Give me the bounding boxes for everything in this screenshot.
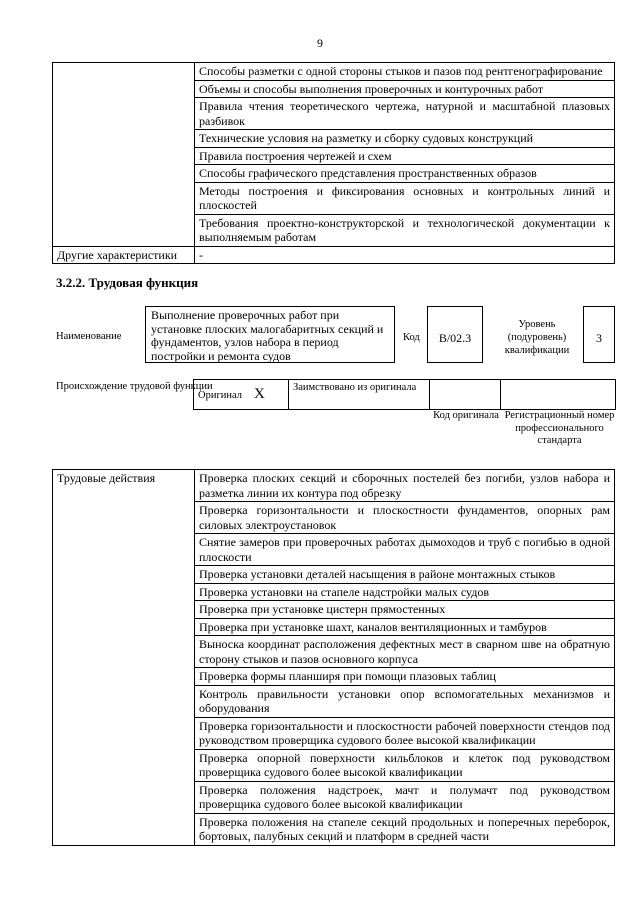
labor-actions-label: Трудовые действия	[53, 470, 195, 846]
knowledge-item: Способы разметки с одной стороны стыков и пазов под рентгенографирование	[195, 63, 615, 81]
table-row	[53, 470, 615, 502]
labor-action-item: Проверка положения надстроек, мачт и полумачт под руководством проверщика судового более высокой квалификации	[195, 781, 615, 813]
original-code-cell	[430, 380, 501, 410]
labor-action-item: Проверка при установке шахт, каналов вентиляционных и тамбуров	[195, 618, 615, 636]
knowledge-table	[52, 62, 615, 264]
original-cell	[194, 380, 289, 410]
knowledge-item: Методы построения и фиксирования основных и контрольных линий и плоскостей	[195, 182, 615, 214]
other-characteristics-value: -	[195, 246, 615, 264]
labor-action-item: Проверка опорной поверхности кильблоков и клеток под руководством проверщика судового более высокой квалификации	[195, 749, 615, 781]
labor-action-item: Проверка формы планширя при помощи плазовых таблиц	[195, 668, 615, 686]
labor-action-item: Проверка установки на стапеле надстройки малых судов	[195, 583, 615, 601]
knowledge-item: Технические условия на разметку и сборку судовых конструкций	[195, 130, 615, 148]
knowledge-item: Требования проектно-конструкторской и технологической документации к выполняемым работам	[195, 214, 615, 246]
labor-action-item: Проверка установки деталей насыщения в районе монтажных стыков	[195, 566, 615, 584]
labor-action-item: Выноска координат расположения дефектных мест в сварном шве на обратную сторону стыков и пазов основного корпуса	[195, 636, 615, 668]
origin-label: Происхождение трудовой функции	[56, 381, 213, 392]
page-number: 9	[317, 36, 323, 50]
labor-action-item: Контроль правильности установки опор вспомогательных механизмов и оборудования	[195, 685, 615, 717]
original-label: Оригинал	[198, 389, 242, 401]
qualification-level-label: Уровень (подуровень) квалификации	[504, 319, 570, 356]
original-mark: X	[254, 385, 265, 402]
labor-action-item: Проверка плоских секций и сборочных постелей без погиби, узлов набора и разметка линии их контура под обрезку	[195, 470, 615, 502]
registration-number-cell	[501, 380, 616, 410]
function-name-box: Выполнение проверочных работ при установке плоских малогабаритных секций и фундаментов, узлов набора в период постройки и ремонта судов	[145, 306, 395, 363]
registration-number-caption: Регистрационный номер профессионального стандарта	[504, 410, 615, 446]
name-label: Наименование	[56, 331, 122, 342]
table-row	[53, 63, 615, 81]
knowledge-label-cell	[53, 63, 195, 247]
knowledge-item: Способы графического представления пространственных образов	[195, 165, 615, 183]
labor-action-item: Проверка при установке цистерн прямостенных	[195, 601, 615, 619]
table-row	[194, 380, 616, 410]
labor-action-item: Проверка положения на стапеле секций продольных и поперечных переборок, бортовых, палубных секций и платформ в средней части	[195, 813, 615, 845]
borrowed-cell: Заимствовано из оригинала	[289, 380, 430, 410]
table-row	[53, 246, 615, 264]
function-code-box: B/02.3	[427, 306, 483, 363]
original-code-caption: Код оригинала	[433, 410, 499, 421]
knowledge-item: Правила чтения теоретического чертежа, натурной и масштабной плазовых разбивок	[195, 98, 615, 130]
other-characteristics-label: Другие характеристики	[53, 246, 195, 264]
labor-action-item: Проверка горизонтальности и плоскостности фундаментов, опорных рам силовых электроустановок	[195, 502, 615, 534]
section-heading: 3.2.2. Трудовая функция	[56, 275, 199, 290]
origin-table	[193, 379, 616, 410]
labor-action-item: Снятие замеров при проверочных работах дымоходов и труб с погибью в одной плоскости	[195, 534, 615, 566]
qualification-level-box: 3	[583, 306, 615, 363]
knowledge-item: Объемы и способы выполнения проверочных и контурочных работ	[195, 80, 615, 98]
labor-action-item: Проверка горизонтальности и плоскостности рабочей поверхности стендов под руководством проверщика судового более высокой квалификации	[195, 717, 615, 749]
code-label: Код	[403, 332, 420, 343]
knowledge-item: Правила построения чертежей и схем	[195, 147, 615, 165]
labor-actions-table	[52, 469, 615, 846]
